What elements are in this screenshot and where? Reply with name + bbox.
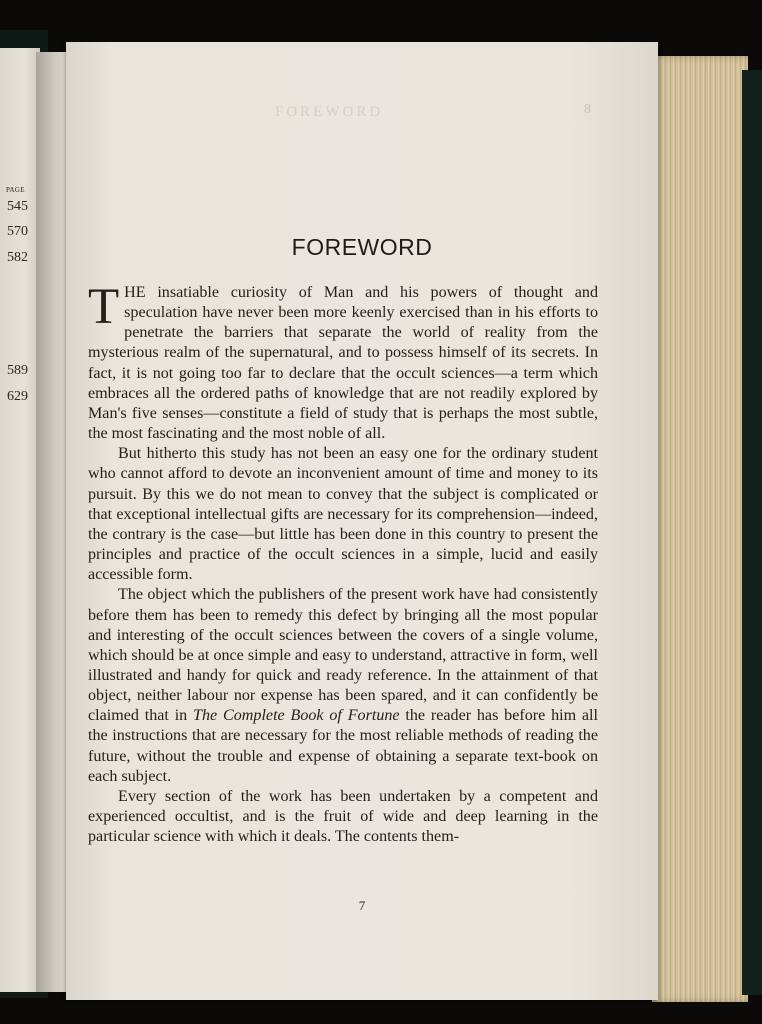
show-through-header: FOREWORD: [275, 104, 384, 120]
page-column-label: PAGE: [6, 186, 25, 194]
body-text: [88, 279, 599, 847]
paragraph-text: The object which the publishers of the present work have had consistently before them has been to remedy this defect by bringing all the most popular and interesting of the occult sciences between the covers of a single volume, which should be at once simple and easy to understand, attractive in form, well illustrated and handy for quick and ready reference. In the attainment of that object, neither labour nor expense has been spared, and it can confidently be claimed that in: [88, 586, 598, 725]
paragraph: Every section of the work has been undertaken by a competent and experienced occultist, and is the fruit of wide and deep learning in the particular science with which it deals. The contents them-: [88, 787, 598, 846]
paragraph: [88, 585, 598, 787]
left-page: [0, 48, 40, 992]
page-number-entry: 570: [7, 224, 28, 239]
page-number-entry: 589: [7, 363, 28, 378]
page-edges: [652, 56, 748, 1002]
paragraph-text: the reader has before him all the instructions that are necessary for the most reliable methods of reading the future, without the trouble and expense of obtaining a separate text-book on each subject.: [88, 707, 599, 785]
paragraph: But hitherto this study has not been an easy one for the ordinary student who cannot afford to devote an inconvenient amount of time and money to its pursuit. By this we do not mean to convey that the subject is complicated or that exceptional intellectual gifts are necessary for its comprehension—indeed, the contrary is the case—but little has been done in this country to present the principles and practice of the occult sciences in a simple, lucid and easily accessible form.: [88, 445, 598, 584]
book-title-italic: The Complete Book of Fortune: [193, 707, 400, 725]
page-number-entry: 545: [7, 199, 28, 214]
show-through-page-number: 8: [584, 102, 591, 117]
page-number-entry: 582: [7, 250, 28, 265]
paragraph: [88, 279, 598, 444]
drop-cap: T: [88, 279, 120, 335]
page-title: FOREWORD: [291, 234, 433, 260]
page-number-entry: 629: [7, 389, 28, 404]
page-number: 7: [358, 898, 366, 913]
book-cover-right: [742, 70, 762, 995]
paragraph-text: HE insatiable curiosity of Man and his powers of thought and speculation have never been more keenly exercised than in his efforts to penetrate the barriers that separate the world of reality from the mysterious realm of the supernatural, and to possess himself of its secrets. In fact, it is not going too far to declare that the occult sciences—a term which embraces all the ordered paths of knowledge that are not readily explored by Man's five senses—constitute a field of study that is perhaps the most subtle, the most fascinating and the most noble of all.: [88, 284, 598, 443]
